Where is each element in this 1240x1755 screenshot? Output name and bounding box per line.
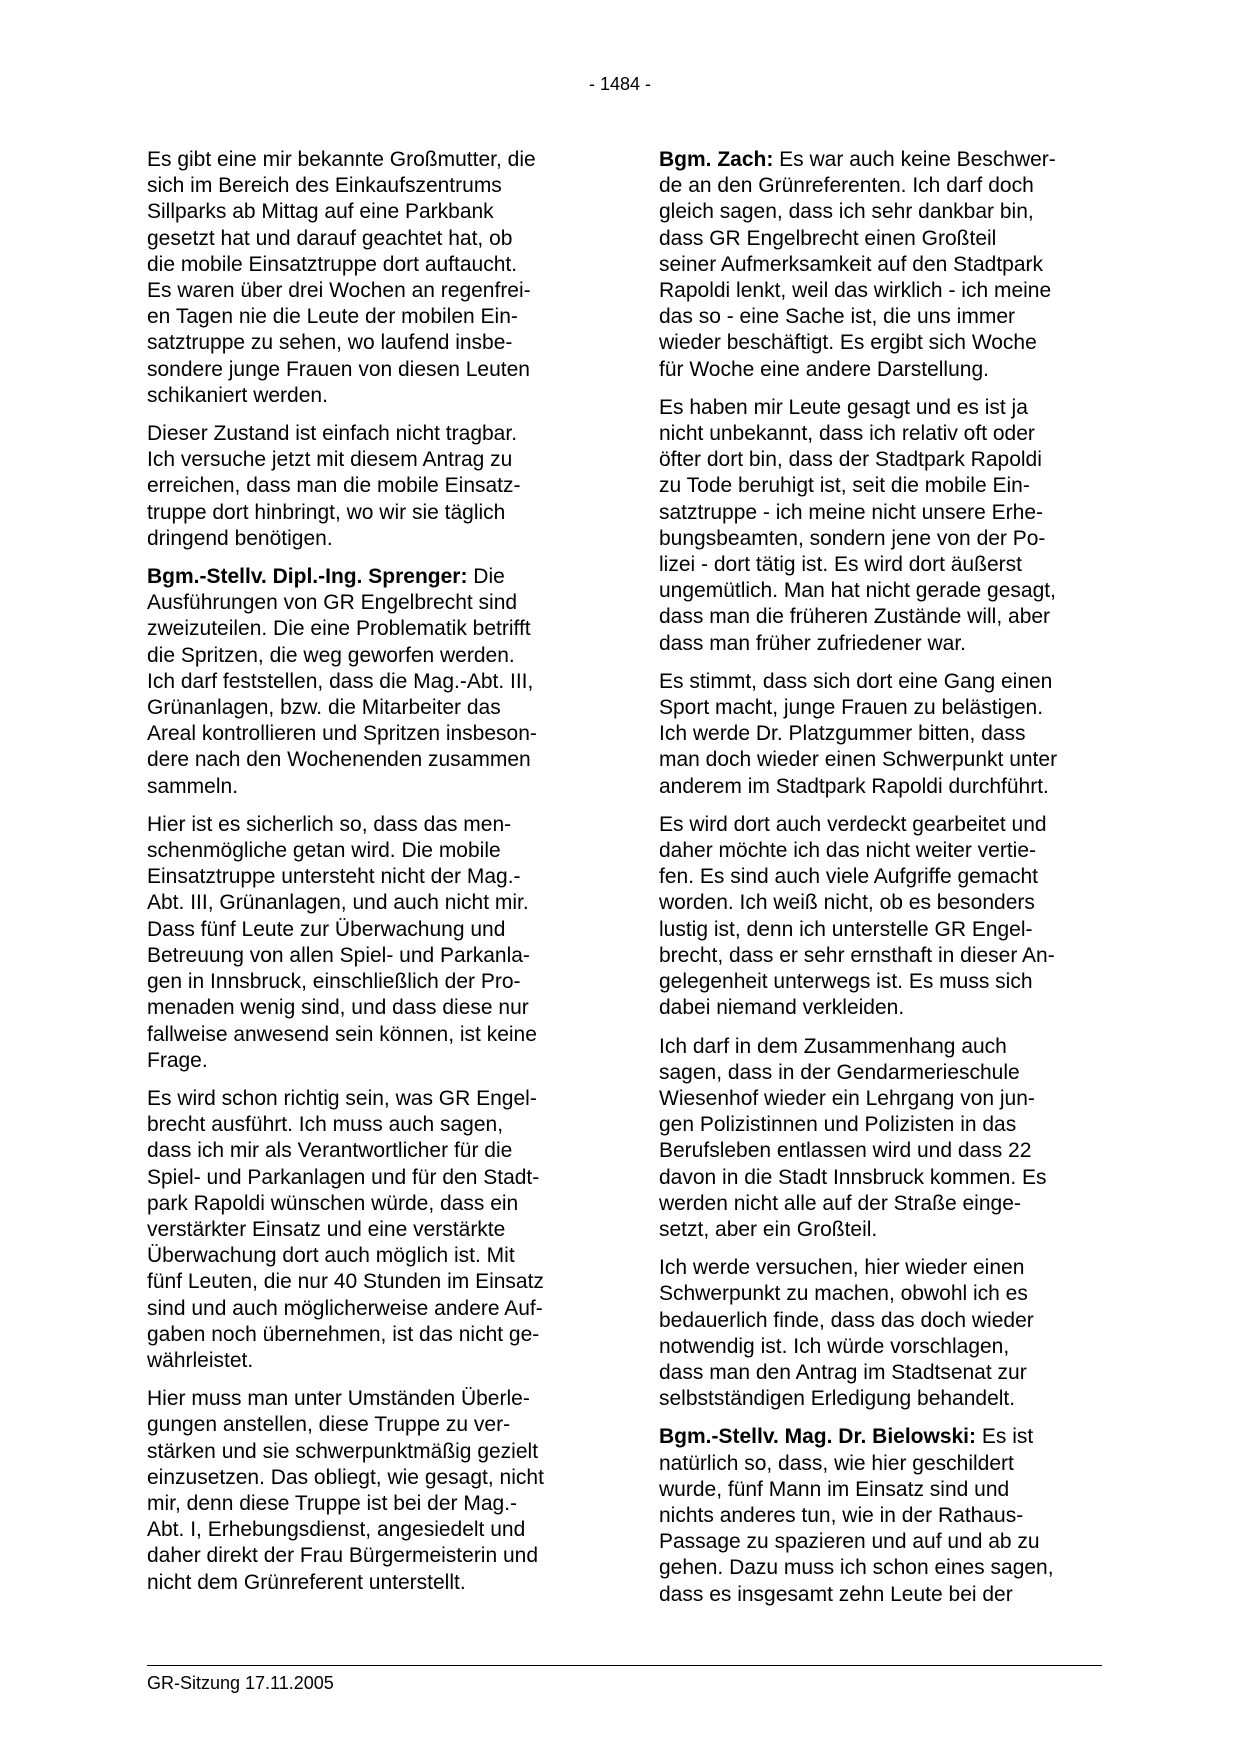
paragraph: Hier muss man unter Umständen Überle- gungen anstellen, diese Truppe zu ver- stärken und sie schwerpunktmäßig gezielt einzusetzen. Das obliegt, wie gesagt, nicht mir, denn diese Truppe ist bei der Mag.- Abt. I, Erhebungsdienst, angesiedelt und daher direkt der Frau Bürgermeisterin und nicht dem Grünreferent unterstellt. <box>147 1387 544 1594</box>
paragraph <box>147 564 587 800</box>
paragraph: Es wird dort auch verdeckt gearbeitet und daher möchte ich das nicht weiter vertie- fen. Es sind auch viele Aufgriffe gemacht worden. Ich weiß nicht, ob es besonders lustig ist, denn ich unterstelle GR Engel- brecht, dass er sehr ernsthaft in dieser An- gelegenheit unterwegs ist. Es muss sich dabei niemand verkleiden. <box>659 812 1055 1020</box>
paragraph: Hier ist es sicherlich so, dass das men- schenmögliche getan wird. Die mobile Einsatztruppe untersteht nicht der Mag.- Abt. III, Grünanlagen, und auch nicht mir. Dass fünf Leute zur Überwachung und Betreuung von allen Spiel- und Parkanla- gen in Innsbruck, einschließlich der Pro- menaden wenig sind, und dass diese nur fallweise anwesend sein können, ist keine Frage. <box>147 812 537 1072</box>
paragraph-text: Die Ausführungen von GR Engelbrecht sind zweizuteilen. Die eine Problematik betrifft die Spritzen, die weg geworfen werden. Ich darf feststellen, dass die Mag.-Abt. III, Grünanlagen, bzw. die Mitarbeiter das Areal kontrollieren und Spritzen insbeson- dere nach den Wochenenden zusammen sammeln. <box>147 565 537 798</box>
left-column <box>147 147 587 1608</box>
paragraph <box>659 147 1099 383</box>
paragraph <box>659 1424 1099 1607</box>
speaker-name: Bgm. Zach: <box>659 148 774 171</box>
paragraph: Es gibt eine mir bekannte Großmutter, die sich im Bereich des Einkaufszentrums Sillparks ab Mittag auf eine Parkbank gesetzt hat und darauf geachtet hat, ob die mobile Einsatztruppe dort auftaucht. Es waren über drei Wochen an regenfrei- en Tagen nie die Leute der mobilen Ein- satztruppe zu sehen, wo laufend insbe- sondere junge Frauen von diesen Leuten schikaniert werden. <box>147 148 536 407</box>
paragraph-text: Es war auch keine Beschwer- de an den Grünreferenten. Ich darf doch gleich sagen, dass ich sehr dankbar bin, dass GR Engelbrecht einen Großteil seiner Aufmerksamkeit auf den Stadtpark Rapoldi lenkt, weil das wirklich - ich meine das so - eine Sache ist, die uns immer wieder beschäftigt. Es ergibt sich Woche für Woche eine andere Darstellung. <box>659 148 1056 381</box>
speaker-name: Bgm.-Stellv. Dipl.-Ing. Sprenger: <box>147 565 468 589</box>
paragraph: Ich werde versuchen, hier wieder einen Schwerpunkt zu machen, obwohl ich es bedauerlich finde, dass das doch wieder notwendig ist. Ich würde vorschlagen, dass man den Antrag im Stadtsenat zur selbstständigen Erledigung behandelt. <box>659 1256 1034 1411</box>
paragraph: Es wird schon richtig sein, was GR Engel- brecht ausführt. Ich muss auch sagen, dass ich mir als Verantwortlicher für die Spiel- und Parkanlagen und für den Stadt- park Rapoldi wünschen würde, dass ein verstärkter Einsatz und eine verstärkte Überwachung dort auch möglich ist. Mit fünf Leuten, die nur 40 Stunden im Einsatz sind und auch möglicherweise andere Auf- gaben noch übernehmen, ist das nicht ge- währleistet. <box>147 1086 544 1372</box>
right-column <box>659 147 1099 1620</box>
footer-session-date: GR-Sitzung 17.11.2005 <box>147 1673 334 1693</box>
page-number: - 1484 - <box>588 74 652 94</box>
paragraph: Ich darf in dem Zusammenhang auch sagen, dass in der Gendarmerieschule Wiesenhof wieder ein Lehrgang von jun- gen Polizistinnen und Polizisten in das Berufsleben entlassen wird und dass 22 davon in die Stadt Innsbruck kommen. Es werden nicht alle auf der Straße einge- setzt, aber ein Großteil. <box>659 1034 1047 1241</box>
paragraph: Es haben mir Leute gesagt und es ist ja nicht unbekannt, dass ich relativ oft oder öfter dort bin, dass der Stadtpark Rapoldi zu Tode beruhigt ist, seit die mobile Ein- satztruppe - ich meine nicht unsere Erhe- bungsbeamten, sondern jene von der Po- lizei - dort tätig ist. Es wird dort äußerst ungemütlich. Man hat nicht gerade gesagt, dass man die früheren Zustände will, aber dass man früher zufriedener war. <box>659 395 1056 655</box>
paragraph-text: Es ist natürlich so, dass, wie hier geschildert wurde, fünf Mann im Einsatz sind und nichts anderes tun, wie in der Rathaus- Passage zu spazieren und auf und ab zu gehen. Dazu muss ich schon eines sagen, dass es insgesamt zehn Leute bei der <box>659 1425 1054 1606</box>
speaker-name: Bgm.-Stellv. Mag. Dr. Bielowski: <box>659 1425 977 1449</box>
paragraph: Dieser Zustand ist einfach nicht tragbar. Ich versuche jetzt mit diesem Antrag zu erreichen, dass man die mobile Einsatz- truppe dort hinbringt, wo wir sie täglich dringend benötigen. <box>147 422 521 550</box>
footer-divider <box>147 1665 1102 1666</box>
paragraph: Es stimmt, dass sich dort eine Gang einen Sport macht, junge Frauen zu belästigen. Ich werde Dr. Platzgummer bitten, dass man doch wieder einen Schwerpunkt unter anderem im Stadtpark Rapoldi durchführt. <box>659 669 1058 798</box>
